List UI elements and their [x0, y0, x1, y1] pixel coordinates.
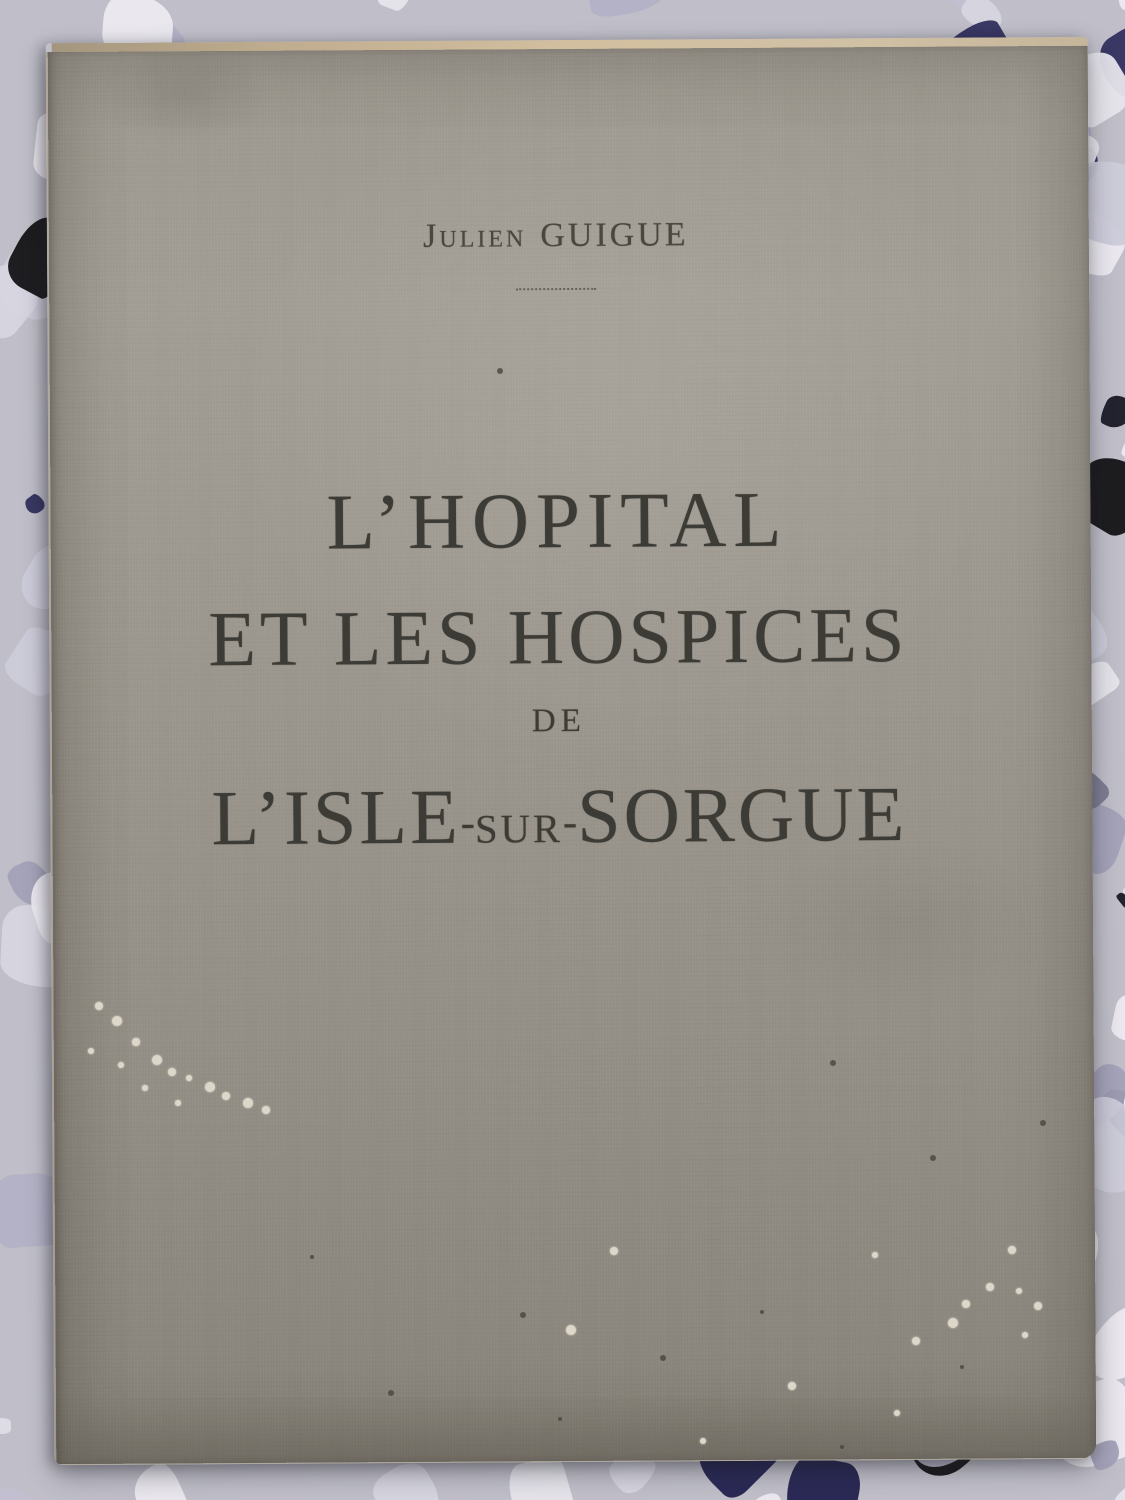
author-first-name: Julien: [422, 217, 527, 255]
divider-rule: [49, 274, 1063, 280]
author-name: [49, 214, 1063, 258]
title-line-4-part-b: SORGUE: [576, 769, 908, 859]
terrazzo-chip: [0, 1347, 5, 1393]
title-line-3: DE: [531, 702, 586, 740]
terrazzo-chip: [584, 0, 670, 19]
terrazzo-chip: [1109, 991, 1125, 1047]
author-last-name: GUIGUE: [540, 216, 689, 255]
title-line-4-hyphen-1: -: [460, 799, 476, 847]
cover-front: [46, 46, 1097, 1465]
terrazzo-chip: [661, 0, 727, 5]
terrazzo-chip: [127, 1459, 192, 1500]
title-line-4-part-a: L’ISLE: [211, 772, 461, 862]
title-line-4-part-sur: SUR: [474, 806, 564, 852]
title-line-1: L’HOPITAL: [326, 476, 789, 567]
title-line-4: [52, 768, 1067, 864]
terrazzo-chip: [1113, 0, 1125, 21]
terrazzo-chip: [371, 0, 426, 14]
title-line-4-hyphen-2: -: [562, 798, 578, 847]
terrazzo-chip: [0, 1480, 52, 1500]
terrazzo-chip: [1115, 890, 1125, 908]
terrazzo-chip: [22, 491, 47, 516]
book-cover: [46, 37, 1097, 1465]
title-line-2: ET LES HOSPICES: [208, 590, 909, 683]
terrazzo-chip: [0, 1417, 11, 1434]
terrazzo-chip: [1098, 391, 1125, 433]
